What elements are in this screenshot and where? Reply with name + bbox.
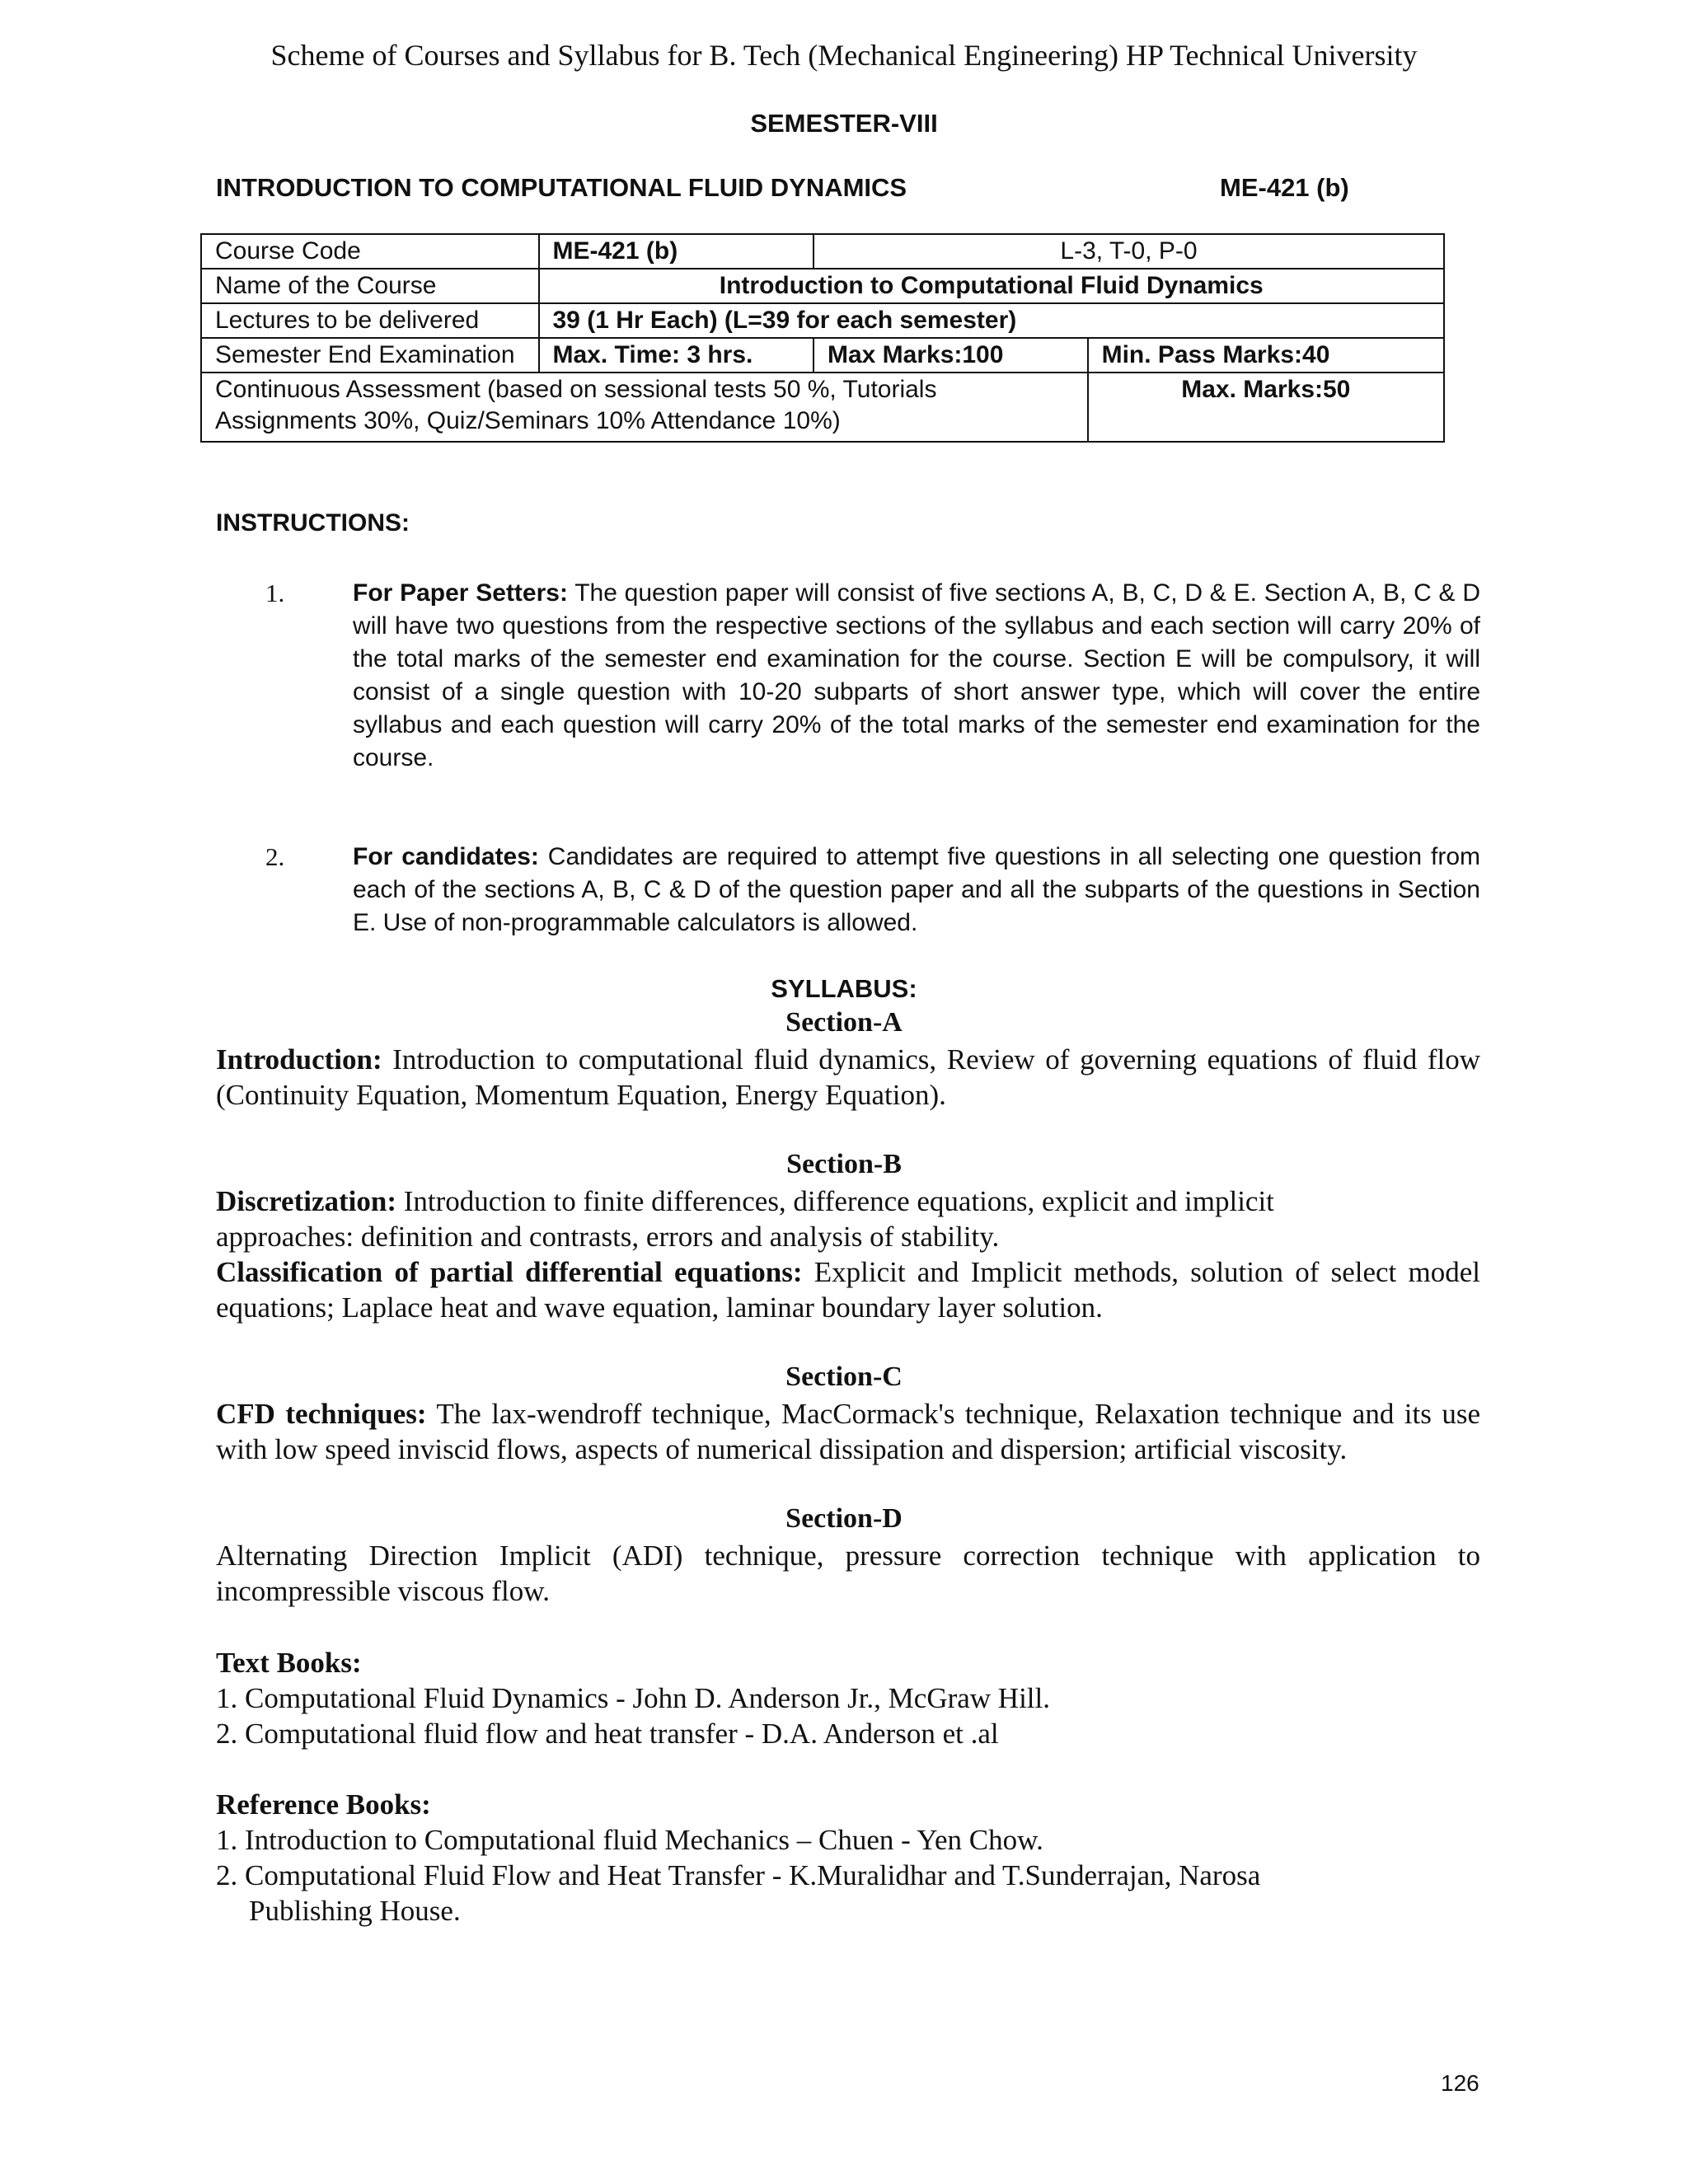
continuous-assessment-marks: Max. Marks:50 <box>1088 373 1444 442</box>
instruction-text-1: The question paper will consist of five sections A, B, C, D & E. Section A, B, C & D will have two questions from the respective sections of the syllabus and each section will carry 20% of the total marks of the semester end examination for the course. Section E will be compulsory, it will consist of a single question with 10-20 subparts of short answer type, which will cover the entire syllabus and each question will carry 20% of the total marks of the semester end examination for the course. <box>353 579 1480 771</box>
section-a-lead: Introduction: <box>216 1043 382 1076</box>
section-b-p1-lead: Discretization: <box>216 1185 397 1217</box>
instruction-number-2: 2. <box>265 842 285 871</box>
instruction-number-1: 1. <box>265 579 285 607</box>
section-b-p1-text: Introduction to finite differences, difference equations, explicit and implicit <box>396 1185 1274 1217</box>
course-code-label: Course Code <box>201 234 539 269</box>
section-d-title: Section-D <box>785 1503 903 1534</box>
min-pass-marks-value: Min. Pass Marks:40 <box>1088 338 1444 373</box>
instruction-lead-2: For candidates: <box>353 843 539 870</box>
text-books-heading: Text Books: <box>216 1647 362 1679</box>
section-c-title: Section-C <box>785 1361 903 1392</box>
exam-label: Semester End Examination <box>201 338 539 373</box>
lectures-value: 39 (1 Hr Each) (L=39 for each semester) <box>539 303 1445 338</box>
section-d-text: Alternating Direction Implicit (ADI) technique, pressure correction technique with application to incompressible viscous flow. <box>216 1540 1480 1607</box>
section-b-p2-lead: Classification of partial differential equations: <box>216 1256 803 1288</box>
max-marks-value: Max Marks:100 <box>814 338 1088 373</box>
reference-book-item-1: 1. Introduction to Computational fluid Mechanics – Chuen - Yen Chow. <box>216 1824 1043 1856</box>
section-b-title: Section-B <box>786 1149 902 1179</box>
section-a-title: Section-A <box>785 1007 903 1038</box>
table-row <box>201 234 1444 269</box>
max-time-value: Max. Time: 3 hrs. <box>539 338 814 373</box>
table-row <box>201 303 1444 338</box>
reference-book-item-2: 2. Computational Fluid Flow and Heat Transfer - K.Muralidhar and T.Sunderrajan, Narosa <box>216 1859 1261 1891</box>
reference-books-heading: Reference Books: <box>216 1788 431 1821</box>
continuous-assessment-cell <box>201 373 1088 442</box>
course-info-table <box>200 233 1445 443</box>
section-b-p2-text: Explicit and Implicit methods, solution of select model equations; Laplace heat and wave equation, laminar boundary layer solution. <box>216 1256 1480 1324</box>
lectures-label: Lectures to be delivered <box>201 303 539 338</box>
table-row <box>201 373 1444 442</box>
continuous-assessment-line-2: Assignments 30%, Quiz/Seminars 10% Attendance 10%) <box>215 407 841 434</box>
course-name-value: Introduction to Computational Fluid Dynamics <box>539 269 1445 303</box>
semester-heading: SEMESTER-VIII <box>750 109 938 138</box>
reference-book-item-2-continued: Publishing House. <box>249 1895 461 1927</box>
table-row <box>201 338 1444 373</box>
course-name-label: Name of the Course <box>201 269 539 303</box>
table-row <box>201 269 1444 303</box>
section-a-body <box>216 1042 1480 1113</box>
instructions-heading: INSTRUCTIONS: <box>216 509 410 537</box>
ltp-value: L-3, T-0, P-0 <box>814 234 1444 269</box>
section-c-lead: CFD techniques: <box>216 1398 427 1430</box>
instruction-lead-1: For Paper Setters: <box>353 579 568 607</box>
section-a-text: Introduction to computational fluid dynamics, Review of governing equations of fluid flow (Continuity Equation, Momentum Equation, Energy Equation). <box>216 1043 1480 1111</box>
section-c-text: The lax-wendroff technique, MacCormack's technique, Relaxation technique and its use with low speed inviscid flows, aspects of numerical dissipation and dispersion; artificial viscosity. <box>216 1398 1480 1465</box>
section-c-body <box>216 1396 1480 1467</box>
document-header: Scheme of Courses and Syllabus for B. Tech (Mechanical Engineering) HP Technical University <box>270 39 1418 72</box>
section-b-p1-line-2: approaches: definition and contrasts, errors and analysis of stability. <box>216 1221 1000 1253</box>
continuous-assessment-line-1: Continuous Assessment (based on sessional tests 50 %, Tutorials <box>215 376 937 403</box>
page-number: 126 <box>1441 2070 1479 2096</box>
instruction-text-2: Candidates are required to attempt five questions in all selecting one question from each of the sections A, B, C & D of the question paper and all the subparts of the questions in Section E. Use of non-programmable calculators is allowed. <box>353 843 1480 936</box>
instruction-item-1 <box>353 577 1480 775</box>
instruction-item-2 <box>353 841 1480 940</box>
course-code-heading: ME-421 (b) <box>1220 173 1349 202</box>
section-b-p2 <box>216 1254 1480 1325</box>
text-book-item-1: 1. Computational Fluid Dynamics - John D. Anderson Jr., McGraw Hill. <box>216 1682 1051 1714</box>
section-b-p1-line-1 <box>216 1183 1274 1219</box>
course-code-value: ME-421 (b) <box>539 234 814 269</box>
course-title: INTRODUCTION TO COMPUTATIONAL FLUID DYNAMICS <box>216 173 907 202</box>
syllabus-heading: SYLLABUS: <box>771 974 917 1003</box>
text-book-item-2: 2. Computational fluid flow and heat transfer - D.A. Anderson et .al <box>216 1718 999 1750</box>
